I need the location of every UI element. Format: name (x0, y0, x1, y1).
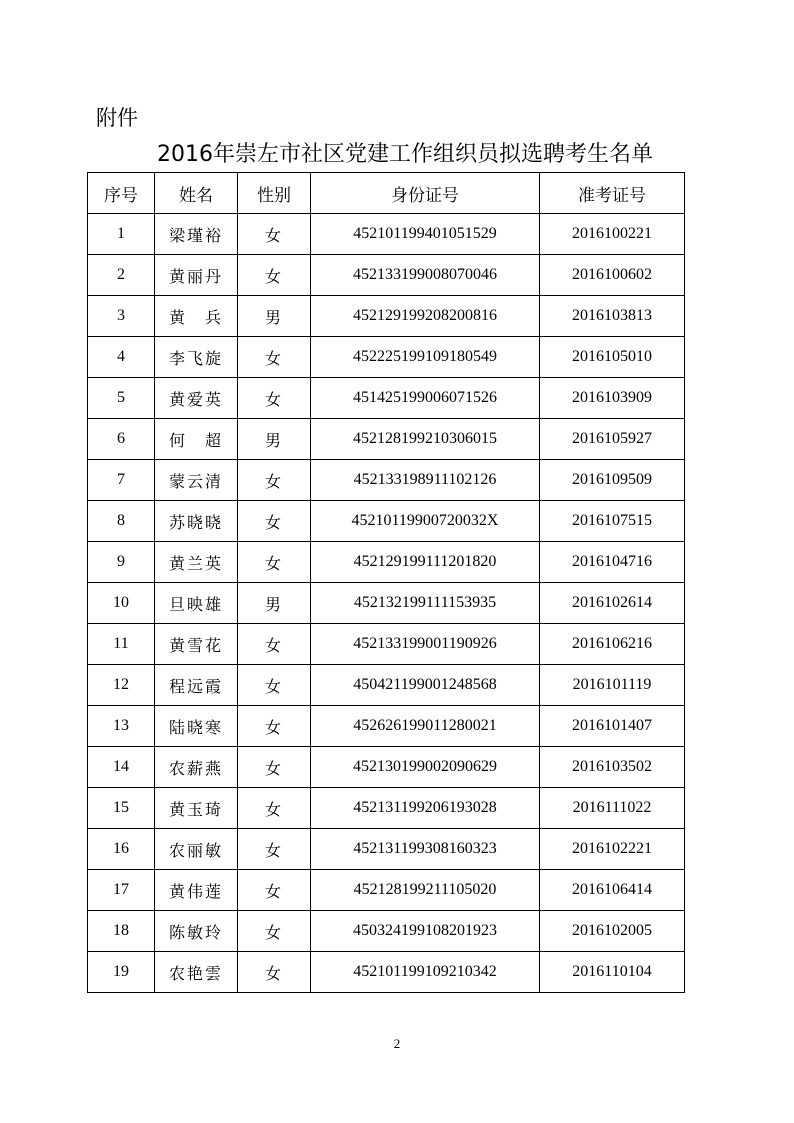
cell-exam-number: 2016107515 (540, 501, 685, 542)
table-row (88, 870, 685, 911)
cell-id-number: 452133199008070046 (311, 255, 540, 296)
cell-seq: 12 (88, 665, 155, 706)
cell-gender: 男 (238, 296, 311, 337)
header-name: 姓名 (155, 173, 238, 214)
cell-name: 何 超 (155, 419, 238, 460)
cell-name: 程远霞 (155, 665, 238, 706)
cell-seq: 8 (88, 501, 155, 542)
cell-seq: 11 (88, 624, 155, 665)
cell-exam-number: 2016103909 (540, 378, 685, 419)
table-row (88, 788, 685, 829)
cell-seq: 7 (88, 460, 155, 501)
cell-id-number: 45210119900720032X (311, 501, 540, 542)
cell-seq: 9 (88, 542, 155, 583)
cell-exam-number: 2016101407 (540, 706, 685, 747)
cell-gender: 女 (238, 706, 311, 747)
cell-seq: 18 (88, 911, 155, 952)
table-row (88, 624, 685, 665)
header-seq: 序号 (88, 173, 155, 214)
cell-gender: 女 (238, 378, 311, 419)
cell-id-number: 452131199206193028 (311, 788, 540, 829)
cell-exam-number: 2016105010 (540, 337, 685, 378)
cell-gender: 女 (238, 624, 311, 665)
cell-id-number: 452101199109210342 (311, 952, 540, 993)
cell-gender: 女 (238, 747, 311, 788)
cell-seq: 6 (88, 419, 155, 460)
cell-exam-number: 2016106216 (540, 624, 685, 665)
cell-exam-number: 2016103813 (540, 296, 685, 337)
cell-id-number: 452133198911102126 (311, 460, 540, 501)
cell-id-number: 450324199108201923 (311, 911, 540, 952)
cell-gender: 女 (238, 870, 311, 911)
cell-name: 农艳雲 (155, 952, 238, 993)
cell-exam-number: 2016106414 (540, 870, 685, 911)
cell-gender: 女 (238, 460, 311, 501)
cell-gender: 男 (238, 419, 311, 460)
header-id-number: 身份证号 (311, 173, 540, 214)
cell-seq: 3 (88, 296, 155, 337)
cell-gender: 女 (238, 542, 311, 583)
cell-name: 陈敏玲 (155, 911, 238, 952)
cell-seq: 14 (88, 747, 155, 788)
cell-exam-number: 2016104716 (540, 542, 685, 583)
cell-name: 农丽敏 (155, 829, 238, 870)
cell-name: 梁瑾裕 (155, 214, 238, 255)
cell-exam-number: 2016102614 (540, 583, 685, 624)
table-row (88, 706, 685, 747)
cell-exam-number: 2016110104 (540, 952, 685, 993)
cell-name: 黄 兵 (155, 296, 238, 337)
cell-gender: 女 (238, 214, 311, 255)
cell-seq: 2 (88, 255, 155, 296)
cell-seq: 5 (88, 378, 155, 419)
cell-seq: 13 (88, 706, 155, 747)
cell-name: 苏晓晓 (155, 501, 238, 542)
cell-exam-number: 2016109509 (540, 460, 685, 501)
attachment-label: 附件 (96, 106, 138, 130)
cell-id-number: 452225199109180549 (311, 337, 540, 378)
table-row (88, 583, 685, 624)
cell-id-number: 452626199011280021 (311, 706, 540, 747)
cell-name: 黄雪花 (155, 624, 238, 665)
header-exam-number: 准考证号 (540, 173, 685, 214)
candidate-table (87, 172, 685, 993)
table-body (88, 214, 685, 993)
page-title: 2016年崇左市社区党建工作组织员拟选聘考生名单 (157, 142, 653, 167)
cell-seq: 4 (88, 337, 155, 378)
header-gender: 性别 (238, 173, 311, 214)
cell-name: 旦映雄 (155, 583, 238, 624)
table-row (88, 501, 685, 542)
cell-id-number: 452129199208200816 (311, 296, 540, 337)
cell-exam-number: 2016103502 (540, 747, 685, 788)
cell-id-number: 452129199111201820 (311, 542, 540, 583)
cell-exam-number: 2016100602 (540, 255, 685, 296)
cell-seq: 17 (88, 870, 155, 911)
cell-gender: 女 (238, 829, 311, 870)
cell-gender: 女 (238, 501, 311, 542)
cell-name: 李飞旋 (155, 337, 238, 378)
table-row (88, 419, 685, 460)
table-row (88, 911, 685, 952)
table-row (88, 747, 685, 788)
cell-id-number: 452130199002090629 (311, 747, 540, 788)
cell-name: 农薪燕 (155, 747, 238, 788)
cell-name: 陆晓寒 (155, 706, 238, 747)
cell-seq: 1 (88, 214, 155, 255)
cell-exam-number: 2016102005 (540, 911, 685, 952)
cell-name: 蒙云清 (155, 460, 238, 501)
cell-id-number: 452128199210306015 (311, 419, 540, 460)
cell-name: 黄兰英 (155, 542, 238, 583)
cell-exam-number: 2016100221 (540, 214, 685, 255)
page-number: 2 (393, 1036, 401, 1051)
cell-gender: 女 (238, 788, 311, 829)
cell-id-number: 451425199006071526 (311, 378, 540, 419)
table-row (88, 337, 685, 378)
table-row (88, 214, 685, 255)
cell-name: 黄玉琦 (155, 788, 238, 829)
cell-seq: 16 (88, 829, 155, 870)
cell-id-number: 452132199111153935 (311, 583, 540, 624)
table-row (88, 378, 685, 419)
cell-gender: 女 (238, 952, 311, 993)
cell-seq: 10 (88, 583, 155, 624)
cell-seq: 15 (88, 788, 155, 829)
cell-id-number: 452133199001190926 (311, 624, 540, 665)
cell-name: 黄丽丹 (155, 255, 238, 296)
cell-seq: 19 (88, 952, 155, 993)
table-header-row (88, 173, 685, 214)
table-row (88, 829, 685, 870)
table-row (88, 952, 685, 993)
cell-id-number: 450421199001248568 (311, 665, 540, 706)
cell-gender: 男 (238, 583, 311, 624)
cell-id-number: 452101199401051529 (311, 214, 540, 255)
table-row (88, 460, 685, 501)
cell-gender: 女 (238, 255, 311, 296)
cell-exam-number: 2016102221 (540, 829, 685, 870)
cell-gender: 女 (238, 337, 311, 378)
table-row (88, 255, 685, 296)
table-row (88, 296, 685, 337)
cell-exam-number: 2016105927 (540, 419, 685, 460)
table-row (88, 665, 685, 706)
cell-name: 黄伟莲 (155, 870, 238, 911)
cell-exam-number: 2016111022 (540, 788, 685, 829)
cell-id-number: 452128199211105020 (311, 870, 540, 911)
cell-gender: 女 (238, 665, 311, 706)
cell-id-number: 452131199308160323 (311, 829, 540, 870)
cell-exam-number: 2016101119 (540, 665, 685, 706)
cell-name: 黄爱英 (155, 378, 238, 419)
table-row (88, 542, 685, 583)
cell-gender: 女 (238, 911, 311, 952)
